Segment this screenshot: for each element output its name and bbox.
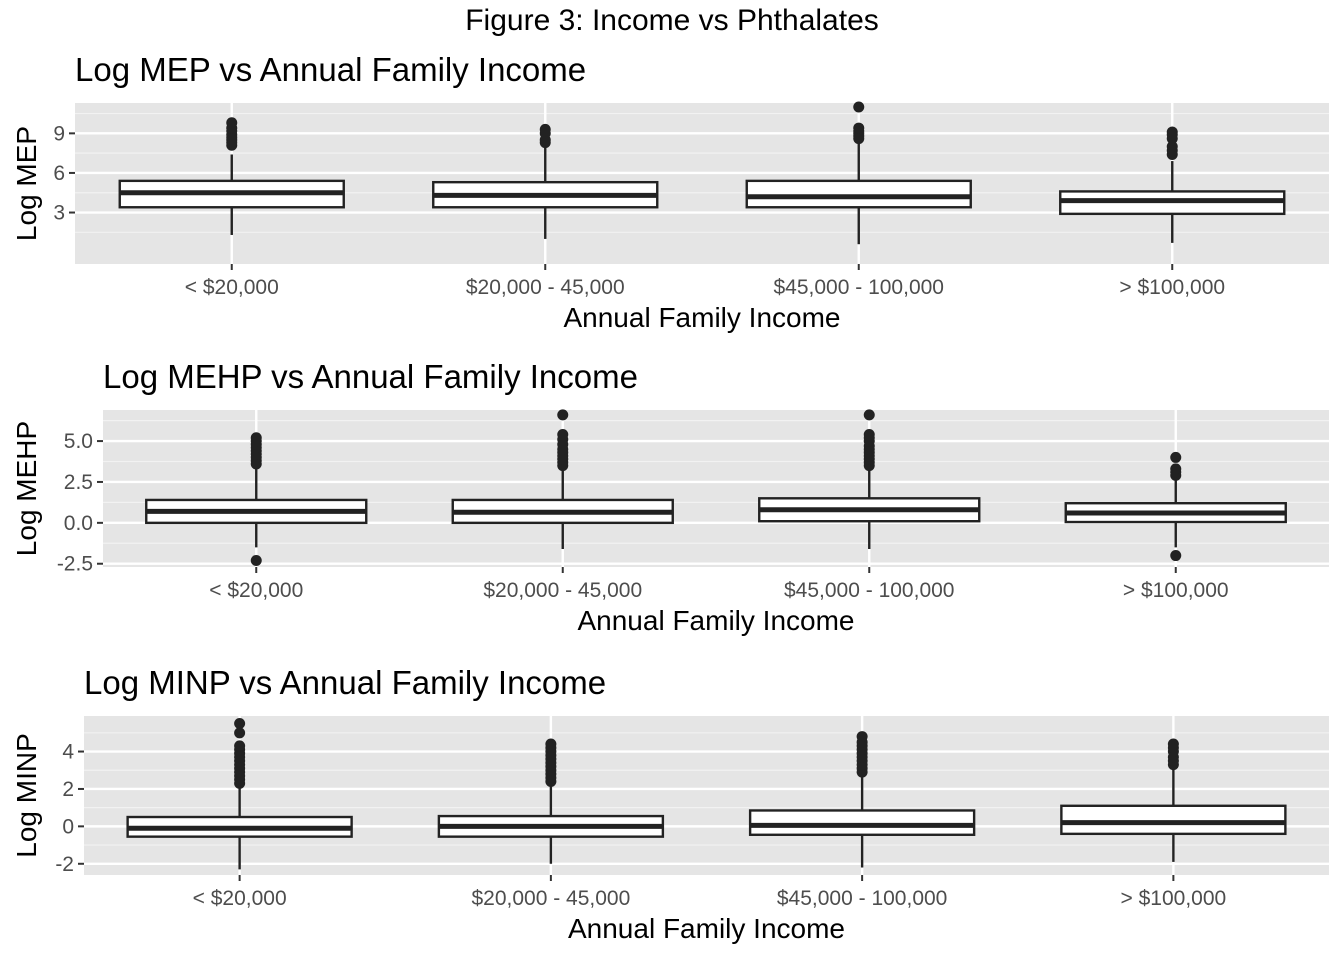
y-tick-label: 4: [62, 740, 74, 764]
figure-title: Figure 3: Income vs Phthalates: [465, 4, 879, 37]
x-tick-label: < $20,000: [192, 887, 287, 910]
outlier-point: [234, 718, 245, 729]
panel-title: Log MEHP vs Annual Family Income: [103, 358, 638, 395]
panel-minp: [0, 653, 1344, 953]
outlier-point: [864, 409, 875, 420]
y-tick-label: 0.0: [63, 511, 93, 535]
outlier-point: [853, 123, 864, 134]
outlier-point: [234, 727, 245, 738]
y-tick-label: 2: [62, 777, 74, 801]
outlier-point: [1170, 452, 1181, 463]
outlier-point: [545, 739, 556, 750]
outlier-point: [1170, 463, 1181, 474]
x-tick-label: < $20,000: [184, 276, 279, 299]
y-tick-label: 2.5: [63, 470, 93, 494]
x-tick-label: $45,000 - 100,000: [784, 579, 955, 602]
outlier-point: [557, 409, 568, 420]
panel-mehp: [0, 347, 1344, 647]
x-tick-label: < $20,000: [209, 579, 304, 602]
y-tick-label: 3: [53, 201, 65, 225]
y-tick-label: 5.0: [63, 430, 93, 454]
outlier-point: [857, 731, 868, 742]
box-iqr: [1061, 806, 1285, 834]
outlier-point: [864, 429, 875, 440]
outlier-point: [557, 429, 568, 440]
outlier-point: [1167, 127, 1178, 138]
x-tick-label: $20,000 - 45,000: [465, 276, 625, 299]
outlier-point: [1168, 739, 1179, 750]
y-tick-label: -2: [55, 852, 74, 876]
outlier-point: [1170, 550, 1181, 561]
y-tick-label: 0: [62, 815, 74, 839]
y-tick-label: 6: [53, 161, 65, 185]
panel-mep: [0, 40, 1344, 340]
x-axis-label: Annual Family Income: [577, 605, 855, 636]
outlier-point: [226, 117, 237, 128]
y-axis-label: Log MEP: [11, 125, 42, 242]
x-tick-label: $45,000 - 100,000: [773, 276, 944, 299]
box-iqr: [747, 181, 971, 207]
outlier-point: [251, 555, 262, 566]
outlier-point: [540, 124, 551, 135]
x-axis-label: Annual Family Income: [563, 302, 841, 333]
outlier-point: [251, 432, 262, 443]
x-tick-label: $20,000 - 45,000: [471, 887, 631, 910]
x-tick-label: > $100,000: [1119, 276, 1226, 299]
y-axis-label: Log MINP: [11, 733, 42, 858]
y-tick-label: 9: [53, 122, 65, 146]
y-tick-label: -2.5: [56, 552, 93, 576]
outlier-point: [853, 101, 864, 112]
box-iqr: [750, 810, 974, 834]
x-tick-label: > $100,000: [1120, 887, 1227, 910]
plot-background: [84, 716, 1329, 875]
panel-title: Log MEP vs Annual Family Income: [75, 51, 587, 88]
outlier-point: [234, 740, 245, 751]
y-axis-label: Log MEHP: [11, 420, 42, 557]
x-tick-label: > $100,000: [1122, 579, 1229, 602]
x-tick-label: $45,000 - 100,000: [776, 887, 948, 910]
x-axis-label: Annual Family Income: [567, 913, 846, 944]
panel-title: Log MINP vs Annual Family Income: [84, 664, 607, 701]
x-tick-label: $20,000 - 45,000: [483, 579, 643, 602]
